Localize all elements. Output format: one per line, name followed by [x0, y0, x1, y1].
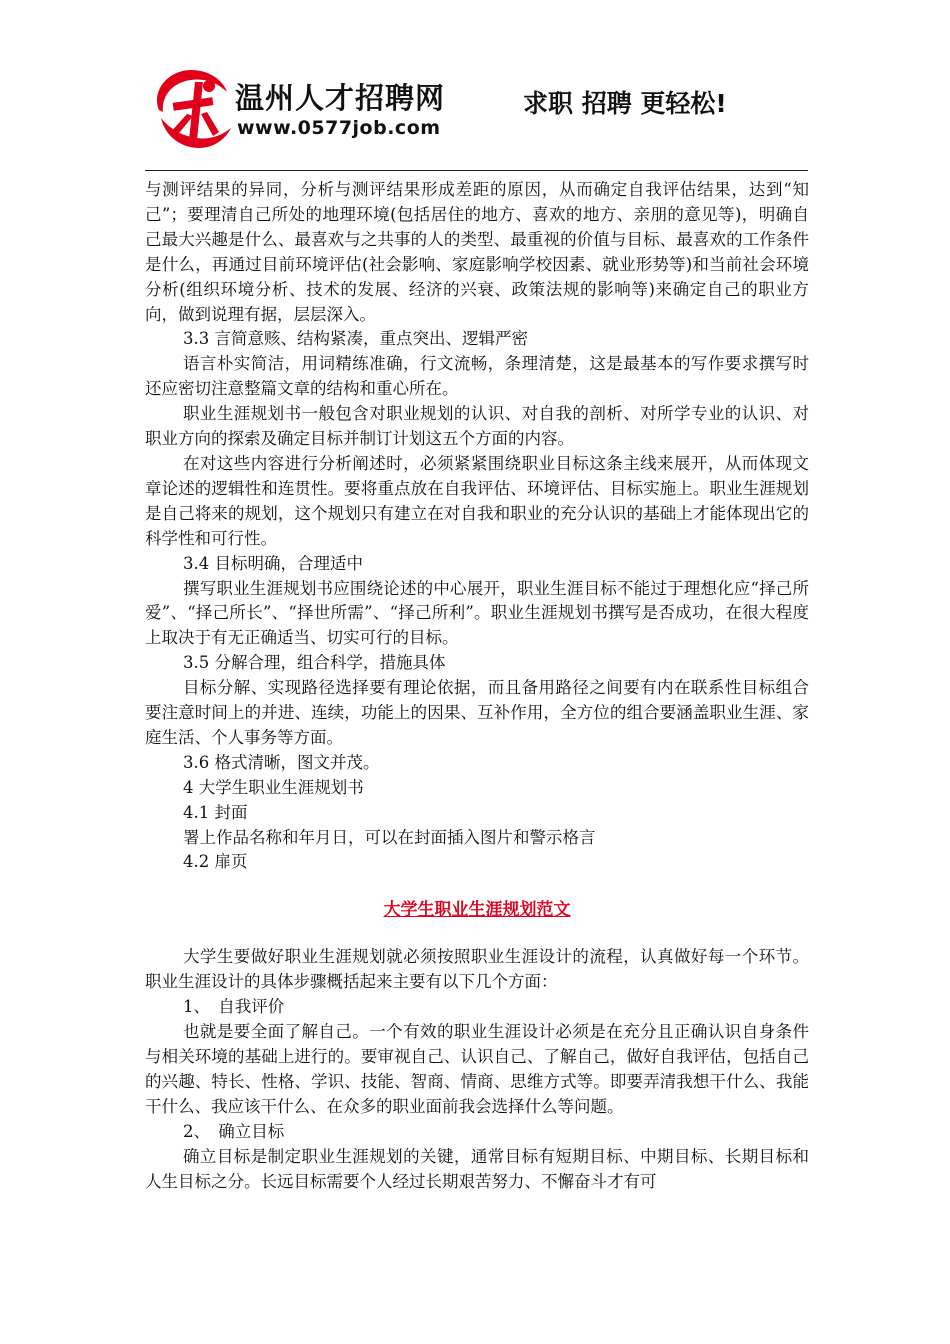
- body-paragraph: 也就是要全面了解自己。一个有效的职业生涯设计必须是在充分且正确认识自身条件与相关环境的基础上进行的。要审视自己、认识自己、了解自己，做好自我评估，包括自己的兴趣、特长、性格、学识、技能、智商、情商、思维方式等。即要弄清我想干什么、我能干什么、我应该干什么、在众多的职业面前我会选择什么等问题。: [145, 1022, 809, 1116]
- section-heading: 3.4 目标明确，合理适中: [183, 553, 363, 573]
- section-heading: 4.1 封面: [183, 802, 248, 822]
- body-paragraph: 大学生要做好职业生涯规划就必须按照职业生涯设计的流程，认真做好每一个环节。职业生涯设计的具体步骤概括起来主要有以下几个方面：: [145, 947, 809, 992]
- site-name: 温州人才招聘网: [235, 81, 446, 115]
- section-heading: 4.2 扉页: [183, 852, 248, 872]
- body-paragraph: 与测评结果的异同，分析与测评结果形成差距的原因，从而确定自我评估结果，达到“知己”；要理清自己所处的地理环境(包括居住的地方、喜欢的地方、亲朋的意见等)，明确自己最大兴趣是什么、最喜欢与之共事的人的类型、最重视的价值与目标、最喜欢的工作条件是什么，再通过目前环境评估(社会影响、家庭影响学校因素、就业形势等)和当前社会环境分析(组织环境分析、技术的发展、经济的兴衰、政策法规的影响等)来确定自己的职业方向，做到说理有据，层层深入。: [145, 180, 809, 324]
- body-paragraph: 语言朴实简洁，用词精练准确，行文流畅，条理清楚，这是最基本的写作要求撰写时还应密切注意整篇文章的结构和重心所在。: [145, 354, 809, 399]
- header-slogan: 求职 招聘 更轻松!: [523, 89, 727, 118]
- document-body: [145, 178, 809, 1194]
- article-title-link[interactable]: 大学生职业生涯规划范文: [383, 900, 571, 921]
- page-header: [145, 62, 810, 170]
- body-paragraph: 撰写职业生涯规划书应围绕论述的中心展开，职业生涯目标不能过于理想化应“择己所爱”、“择己所长”、“择世所需”、“择己所利”。职业生涯规划书撰写是否成功，在很大程度上取决于有无正确适当、切实可行的目标。: [145, 578, 809, 648]
- section-heading: 3.5 分解合理，组合科学，措施具体: [183, 653, 446, 673]
- body-paragraph: 目标分解、实现路径选择要有理论依据，而且备用路径之间要有内在联系性目标组合要注意时间上的并进、连续，功能上的因果、互补作用，全方位的组合要涵盖职业生涯、家庭生活、个人事务等方面。: [145, 678, 809, 747]
- site-url: www.0577job.com: [237, 117, 441, 139]
- section-heading: 2、 确立目标: [183, 1121, 285, 1141]
- header-divider: [145, 170, 808, 171]
- section-heading: 4 大学生职业生涯规划书: [183, 777, 364, 797]
- body-paragraph: 在对这些内容进行分析阐述时，必须紧紧围绕职业目标这条主线来展开，从而体现文章论述的逻辑性和连贯性。要将重点放在自我评估、环境评估、目标实施上。职业生涯规划是自己将来的规划，这个规划只有建立在对自我和职业的充分认识的基础上才能体现出它的科学性和可行性。: [145, 453, 809, 548]
- section-heading: 3.3 言简意赅、结构紧凑，重点突出、逻辑严密: [183, 329, 528, 349]
- section-heading: 3.6 格式清晰，图文并茂。: [183, 752, 380, 772]
- body-paragraph: 职业生涯规划书一般包含对职业规划的认识、对自我的剖析、对所学专业的认识、对职业方向的探索及确定目标并制订计划这五个方面的内容。: [145, 404, 809, 449]
- section-heading: 1、 自我评价: [183, 997, 285, 1017]
- body-paragraph: 确立目标是制定职业生涯规划的关键，通常目标有短期目标、中期目标、长期目标和人生目标之分。长远目标需要个人经过长期艰苦努力、不懈奋斗才有可: [145, 1146, 809, 1191]
- logo-icon: [145, 62, 237, 154]
- body-line: 署上作品名称和年月日，可以在封面插入图片和警示格言: [183, 827, 596, 847]
